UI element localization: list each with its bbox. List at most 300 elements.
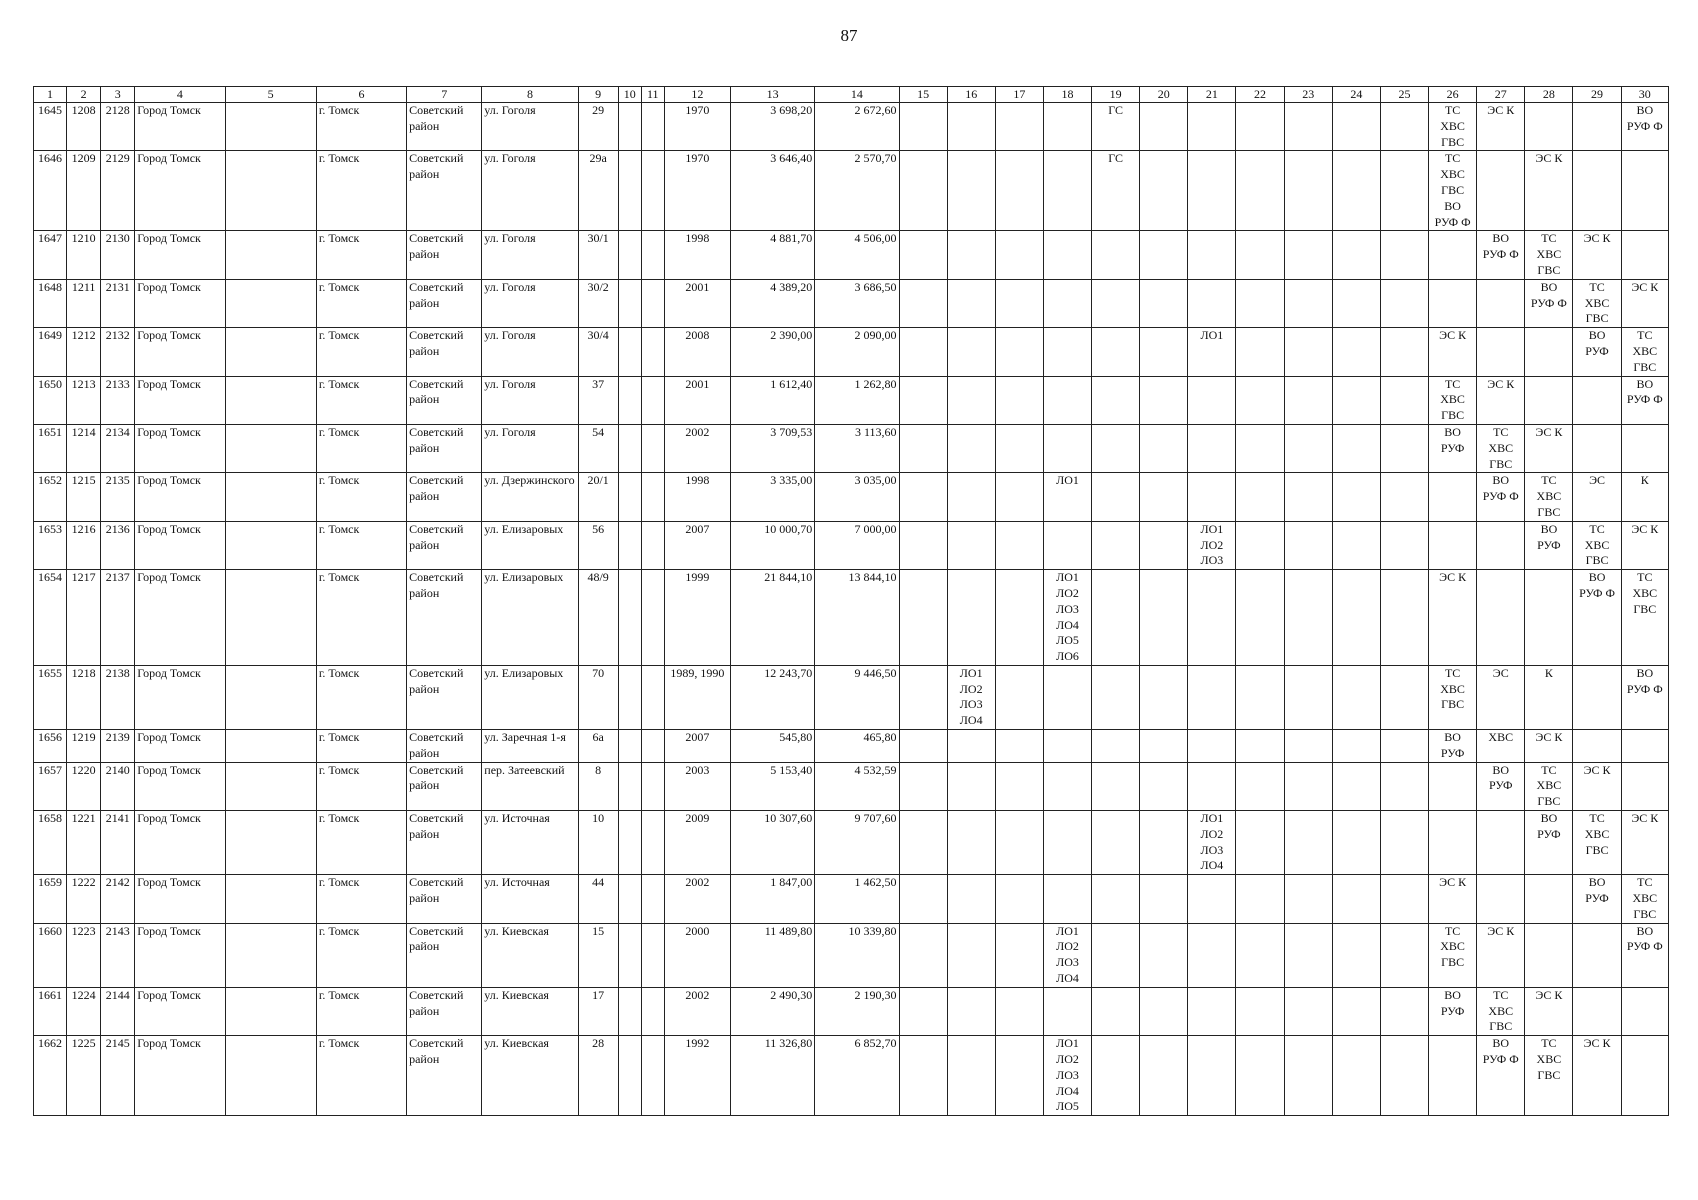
cell-col-22 [1236, 328, 1284, 376]
cell-col-14: 465,80 [815, 730, 899, 763]
cell-col-5 [225, 570, 316, 666]
cell-col-1: 1651 [34, 424, 67, 472]
cell-col-8: пер. Затеевский [482, 762, 578, 810]
cell-col-12: 1999 [664, 570, 730, 666]
cell-col-6: г. Томск [316, 730, 406, 763]
cell-col-29: ВО РУФ [1573, 328, 1621, 376]
cell-col-17 [995, 987, 1043, 1035]
column-header: 11 [641, 87, 664, 103]
cell-col-8: ул. Источная [482, 811, 578, 875]
cell-col-14: 9 707,60 [815, 811, 899, 875]
cell-col-18 [1043, 103, 1091, 151]
cell-col-3: 2131 [101, 279, 135, 327]
cell-col-10 [618, 521, 641, 569]
cell-col-16: ЛО1 ЛО2 ЛО3 ЛО4 [947, 665, 995, 729]
cell-col-20 [1140, 151, 1188, 231]
cell-col-3: 2129 [101, 151, 135, 231]
cell-col-26 [1429, 279, 1477, 327]
column-header: 16 [947, 87, 995, 103]
cell-col-28 [1525, 923, 1573, 987]
cell-col-20 [1140, 987, 1188, 1035]
cell-col-23 [1284, 811, 1332, 875]
cell-col-17 [995, 762, 1043, 810]
cell-col-17 [995, 328, 1043, 376]
cell-col-20 [1140, 328, 1188, 376]
cell-col-21 [1188, 151, 1236, 231]
cell-col-17 [995, 1036, 1043, 1116]
cell-col-23 [1284, 923, 1332, 987]
cell-col-2: 1217 [67, 570, 101, 666]
cell-col-5 [225, 279, 316, 327]
cell-col-14: 6 852,70 [815, 1036, 899, 1116]
cell-col-14: 4 532,59 [815, 762, 899, 810]
cell-col-15 [899, 151, 947, 231]
cell-col-20 [1140, 231, 1188, 279]
cell-col-29: ТС ХВС ГВС [1573, 521, 1621, 569]
cell-col-17 [995, 424, 1043, 472]
cell-col-20 [1140, 376, 1188, 424]
cell-col-19 [1092, 811, 1140, 875]
cell-col-25 [1380, 811, 1428, 875]
cell-col-30 [1621, 762, 1668, 810]
table-row [34, 665, 1669, 729]
cell-col-13: 2 390,00 [731, 328, 815, 376]
cell-col-1: 1654 [34, 570, 67, 666]
cell-col-12: 2007 [664, 521, 730, 569]
cell-col-14: 2 190,30 [815, 987, 899, 1035]
cell-col-2: 1221 [67, 811, 101, 875]
cell-col-25 [1380, 665, 1428, 729]
cell-col-27: ТС ХВС ГВС [1477, 424, 1525, 472]
cell-col-16 [947, 762, 995, 810]
cell-col-7: Советский район [407, 923, 482, 987]
column-header: 24 [1332, 87, 1380, 103]
cell-col-14: 10 339,80 [815, 923, 899, 987]
cell-col-13: 10 000,70 [731, 521, 815, 569]
cell-col-19 [1092, 279, 1140, 327]
cell-col-23 [1284, 473, 1332, 521]
cell-col-19 [1092, 570, 1140, 666]
cell-col-6: г. Томск [316, 473, 406, 521]
table-row [34, 730, 1669, 763]
cell-col-23 [1284, 376, 1332, 424]
cell-col-26: ЭС К [1429, 570, 1477, 666]
cell-col-4: Город Томск [135, 987, 225, 1035]
cell-col-9: 29 [578, 103, 618, 151]
cell-col-24 [1332, 376, 1380, 424]
cell-col-6: г. Томск [316, 570, 406, 666]
cell-col-25 [1380, 987, 1428, 1035]
column-header: 26 [1429, 87, 1477, 103]
cell-col-6: г. Томск [316, 151, 406, 231]
cell-col-2: 1223 [67, 923, 101, 987]
cell-col-23 [1284, 570, 1332, 666]
cell-col-5 [225, 665, 316, 729]
cell-col-8: ул. Дзержинского [482, 473, 578, 521]
cell-col-18 [1043, 875, 1091, 923]
cell-col-14: 1 462,50 [815, 875, 899, 923]
cell-col-26 [1429, 473, 1477, 521]
cell-col-10 [618, 328, 641, 376]
cell-col-13: 2 490,30 [731, 987, 815, 1035]
cell-col-3: 2141 [101, 811, 135, 875]
cell-col-2: 1210 [67, 231, 101, 279]
cell-col-1: 1652 [34, 473, 67, 521]
cell-col-12: 1989, 1990 [664, 665, 730, 729]
cell-col-3: 2137 [101, 570, 135, 666]
cell-col-28: ТС ХВС ГВС [1525, 762, 1573, 810]
cell-col-10 [618, 279, 641, 327]
cell-col-24 [1332, 231, 1380, 279]
cell-col-13: 21 844,10 [731, 570, 815, 666]
cell-col-18 [1043, 762, 1091, 810]
cell-col-26: ТС ХВС ГВС [1429, 103, 1477, 151]
table-row [34, 521, 1669, 569]
cell-col-1: 1657 [34, 762, 67, 810]
cell-col-1: 1649 [34, 328, 67, 376]
table-body [34, 103, 1669, 1116]
column-header: 3 [101, 87, 135, 103]
cell-col-21 [1188, 987, 1236, 1035]
cell-col-28: ЭС К [1525, 987, 1573, 1035]
cell-col-19 [1092, 328, 1140, 376]
cell-col-4: Город Томск [135, 103, 225, 151]
cell-col-28: ВО РУФ [1525, 811, 1573, 875]
cell-col-27: ВО РУФ [1477, 762, 1525, 810]
cell-col-22 [1236, 521, 1284, 569]
cell-col-16 [947, 987, 995, 1035]
cell-col-19 [1092, 231, 1140, 279]
cell-col-21 [1188, 424, 1236, 472]
column-header: 19 [1092, 87, 1140, 103]
cell-col-8: ул. Киевская [482, 923, 578, 987]
cell-col-1: 1650 [34, 376, 67, 424]
cell-col-11 [641, 151, 664, 231]
cell-col-15 [899, 279, 947, 327]
cell-col-4: Город Томск [135, 151, 225, 231]
cell-col-17 [995, 811, 1043, 875]
cell-col-1: 1648 [34, 279, 67, 327]
cell-col-3: 2133 [101, 376, 135, 424]
cell-col-4: Город Томск [135, 328, 225, 376]
cell-col-15 [899, 473, 947, 521]
cell-col-20 [1140, 424, 1188, 472]
cell-col-30: К [1621, 473, 1668, 521]
cell-col-24 [1332, 151, 1380, 231]
cell-col-15 [899, 987, 947, 1035]
cell-col-4: Город Томск [135, 875, 225, 923]
cell-col-20 [1140, 521, 1188, 569]
cell-col-3: 2143 [101, 923, 135, 987]
column-header: 8 [482, 87, 578, 103]
cell-col-11 [641, 665, 664, 729]
cell-col-19 [1092, 730, 1140, 763]
cell-col-7: Советский район [407, 424, 482, 472]
cell-col-24 [1332, 521, 1380, 569]
cell-col-16 [947, 231, 995, 279]
cell-col-17 [995, 730, 1043, 763]
cell-col-7: Советский район [407, 328, 482, 376]
cell-col-10 [618, 1036, 641, 1116]
column-header: 30 [1621, 87, 1668, 103]
table-row [34, 811, 1669, 875]
cell-col-8: ул. Киевская [482, 1036, 578, 1116]
cell-col-18: ЛО1 [1043, 473, 1091, 521]
cell-col-24 [1332, 987, 1380, 1035]
cell-col-7: Советский район [407, 521, 482, 569]
cell-col-6: г. Томск [316, 328, 406, 376]
cell-col-20 [1140, 730, 1188, 763]
cell-col-17 [995, 473, 1043, 521]
cell-col-7: Советский район [407, 875, 482, 923]
cell-col-18 [1043, 279, 1091, 327]
cell-col-2: 1216 [67, 521, 101, 569]
cell-col-6: г. Томск [316, 665, 406, 729]
cell-col-26 [1429, 1036, 1477, 1116]
cell-col-17 [995, 570, 1043, 666]
cell-col-9: 15 [578, 923, 618, 987]
cell-col-9: 30/2 [578, 279, 618, 327]
cell-col-17 [995, 231, 1043, 279]
cell-col-29 [1573, 730, 1621, 763]
cell-col-22 [1236, 730, 1284, 763]
cell-col-22 [1236, 151, 1284, 231]
cell-col-19 [1092, 987, 1140, 1035]
cell-col-13: 3 646,40 [731, 151, 815, 231]
cell-col-2: 1214 [67, 424, 101, 472]
column-header: 23 [1284, 87, 1332, 103]
column-header: 25 [1380, 87, 1428, 103]
cell-col-12: 2001 [664, 279, 730, 327]
cell-col-6: г. Томск [316, 231, 406, 279]
cell-col-15 [899, 730, 947, 763]
cell-col-7: Советский район [407, 987, 482, 1035]
cell-col-30 [1621, 730, 1668, 763]
cell-col-15 [899, 1036, 947, 1116]
column-header: 10 [618, 87, 641, 103]
cell-col-19: ГС [1092, 151, 1140, 231]
cell-col-4: Город Томск [135, 521, 225, 569]
cell-col-24 [1332, 923, 1380, 987]
cell-col-27 [1477, 811, 1525, 875]
cell-col-10 [618, 923, 641, 987]
cell-col-2: 1209 [67, 151, 101, 231]
cell-col-3: 2138 [101, 665, 135, 729]
cell-col-5 [225, 762, 316, 810]
column-header: 4 [135, 87, 225, 103]
cell-col-8: ул. Гоголя [482, 151, 578, 231]
cell-col-2: 1225 [67, 1036, 101, 1116]
cell-col-26: ТС ХВС ГВС [1429, 665, 1477, 729]
cell-col-29 [1573, 665, 1621, 729]
cell-col-7: Советский район [407, 1036, 482, 1116]
cell-col-14: 2 672,60 [815, 103, 899, 151]
cell-col-18 [1043, 730, 1091, 763]
cell-col-26: ЭС К [1429, 328, 1477, 376]
cell-col-14: 13 844,10 [815, 570, 899, 666]
cell-col-25 [1380, 570, 1428, 666]
cell-col-12: 1998 [664, 473, 730, 521]
cell-col-24 [1332, 875, 1380, 923]
cell-col-16 [947, 875, 995, 923]
cell-col-22 [1236, 424, 1284, 472]
cell-col-27: ТС ХВС ГВС [1477, 987, 1525, 1035]
cell-col-27: ЭС К [1477, 103, 1525, 151]
cell-col-14: 3 686,50 [815, 279, 899, 327]
cell-col-18: ЛО1 ЛО2 ЛО3 ЛО4 ЛО5 ЛО6 [1043, 570, 1091, 666]
cell-col-2: 1208 [67, 103, 101, 151]
column-header: 5 [225, 87, 316, 103]
cell-col-25 [1380, 103, 1428, 151]
cell-col-23 [1284, 665, 1332, 729]
page-number: 87 [840, 26, 858, 45]
cell-col-6: г. Томск [316, 923, 406, 987]
cell-col-15 [899, 665, 947, 729]
cell-col-7: Советский район [407, 376, 482, 424]
cell-col-11 [641, 376, 664, 424]
cell-col-16 [947, 473, 995, 521]
cell-col-10 [618, 570, 641, 666]
cell-col-8: ул. Елизаровых [482, 521, 578, 569]
cell-col-30: ЭС К [1621, 811, 1668, 875]
cell-col-23 [1284, 875, 1332, 923]
cell-col-27 [1477, 521, 1525, 569]
cell-col-9: 28 [578, 1036, 618, 1116]
cell-col-22 [1236, 762, 1284, 810]
cell-col-17 [995, 279, 1043, 327]
cell-col-4: Город Томск [135, 923, 225, 987]
cell-col-26: ТС ХВС ГВС ВО РУФ Ф [1429, 151, 1477, 231]
cell-col-30: ЭС К [1621, 279, 1668, 327]
column-header: 18 [1043, 87, 1091, 103]
cell-col-1: 1645 [34, 103, 67, 151]
cell-col-7: Советский район [407, 231, 482, 279]
cell-col-3: 2142 [101, 875, 135, 923]
cell-col-17 [995, 521, 1043, 569]
table-row [34, 103, 1669, 151]
cell-col-16 [947, 328, 995, 376]
cell-col-16 [947, 570, 995, 666]
cell-col-14: 3 113,60 [815, 424, 899, 472]
cell-col-23 [1284, 151, 1332, 231]
cell-col-20 [1140, 103, 1188, 151]
cell-col-2: 1215 [67, 473, 101, 521]
cell-col-14: 4 506,00 [815, 231, 899, 279]
cell-col-7: Советский район [407, 665, 482, 729]
cell-col-13: 4 881,70 [731, 231, 815, 279]
cell-col-7: Советский район [407, 279, 482, 327]
cell-col-11 [641, 875, 664, 923]
cell-col-12: 1998 [664, 231, 730, 279]
cell-col-21 [1188, 923, 1236, 987]
cell-col-30 [1621, 987, 1668, 1035]
cell-col-23 [1284, 1036, 1332, 1116]
cell-col-4: Город Томск [135, 231, 225, 279]
cell-col-2: 1224 [67, 987, 101, 1035]
cell-col-8: ул. Гоголя [482, 103, 578, 151]
cell-col-21: ЛО1 [1188, 328, 1236, 376]
cell-col-9: 56 [578, 521, 618, 569]
cell-col-12: 2009 [664, 811, 730, 875]
cell-col-11 [641, 279, 664, 327]
cell-col-21 [1188, 665, 1236, 729]
cell-col-22 [1236, 923, 1284, 987]
cell-col-13: 11 489,80 [731, 923, 815, 987]
cell-col-27 [1477, 279, 1525, 327]
cell-col-5 [225, 1036, 316, 1116]
cell-col-29 [1573, 923, 1621, 987]
cell-col-22 [1236, 665, 1284, 729]
cell-col-3: 2128 [101, 103, 135, 151]
cell-col-4: Город Томск [135, 424, 225, 472]
cell-col-19 [1092, 1036, 1140, 1116]
cell-col-28 [1525, 570, 1573, 666]
cell-col-10 [618, 875, 641, 923]
table-row [34, 424, 1669, 472]
cell-col-19 [1092, 376, 1140, 424]
cell-col-28 [1525, 875, 1573, 923]
cell-col-24 [1332, 424, 1380, 472]
cell-col-26 [1429, 762, 1477, 810]
table-row [34, 875, 1669, 923]
cell-col-5 [225, 730, 316, 763]
cell-col-21 [1188, 762, 1236, 810]
cell-col-18 [1043, 424, 1091, 472]
cell-col-20 [1140, 473, 1188, 521]
cell-col-28: ЭС К [1525, 151, 1573, 231]
cell-col-8: ул. Заречная 1-я [482, 730, 578, 763]
cell-col-25 [1380, 376, 1428, 424]
cell-col-5 [225, 424, 316, 472]
cell-col-18 [1043, 231, 1091, 279]
cell-col-3: 2145 [101, 1036, 135, 1116]
cell-col-9: 29а [578, 151, 618, 231]
cell-col-7: Советский район [407, 570, 482, 666]
cell-col-24 [1332, 473, 1380, 521]
cell-col-5 [225, 923, 316, 987]
cell-col-20 [1140, 875, 1188, 923]
cell-col-7: Советский район [407, 762, 482, 810]
table-row [34, 1036, 1669, 1116]
cell-col-12: 1970 [664, 151, 730, 231]
cell-col-17 [995, 376, 1043, 424]
cell-col-6: г. Томск [316, 521, 406, 569]
cell-col-29: ВО РУФ [1573, 875, 1621, 923]
cell-col-18 [1043, 328, 1091, 376]
cell-col-2: 1213 [67, 376, 101, 424]
cell-col-15 [899, 811, 947, 875]
cell-col-6: г. Томск [316, 424, 406, 472]
cell-col-5 [225, 473, 316, 521]
cell-col-2: 1220 [67, 762, 101, 810]
cell-col-29: ЭС К [1573, 1036, 1621, 1116]
column-header: 15 [899, 87, 947, 103]
cell-col-26: ВО РУФ [1429, 987, 1477, 1035]
cell-col-30: ТС ХВС ГВС [1621, 570, 1668, 666]
cell-col-8: ул. Елизаровых [482, 570, 578, 666]
cell-col-9: 17 [578, 987, 618, 1035]
cell-col-1: 1658 [34, 811, 67, 875]
cell-col-4: Город Томск [135, 376, 225, 424]
cell-col-24 [1332, 570, 1380, 666]
cell-col-2: 1212 [67, 328, 101, 376]
cell-col-11 [641, 103, 664, 151]
cell-col-5 [225, 376, 316, 424]
cell-col-25 [1380, 151, 1428, 231]
cell-col-7: Советский район [407, 730, 482, 763]
cell-col-21 [1188, 103, 1236, 151]
cell-col-18: ЛО1 ЛО2 ЛО3 ЛО4 [1043, 923, 1091, 987]
